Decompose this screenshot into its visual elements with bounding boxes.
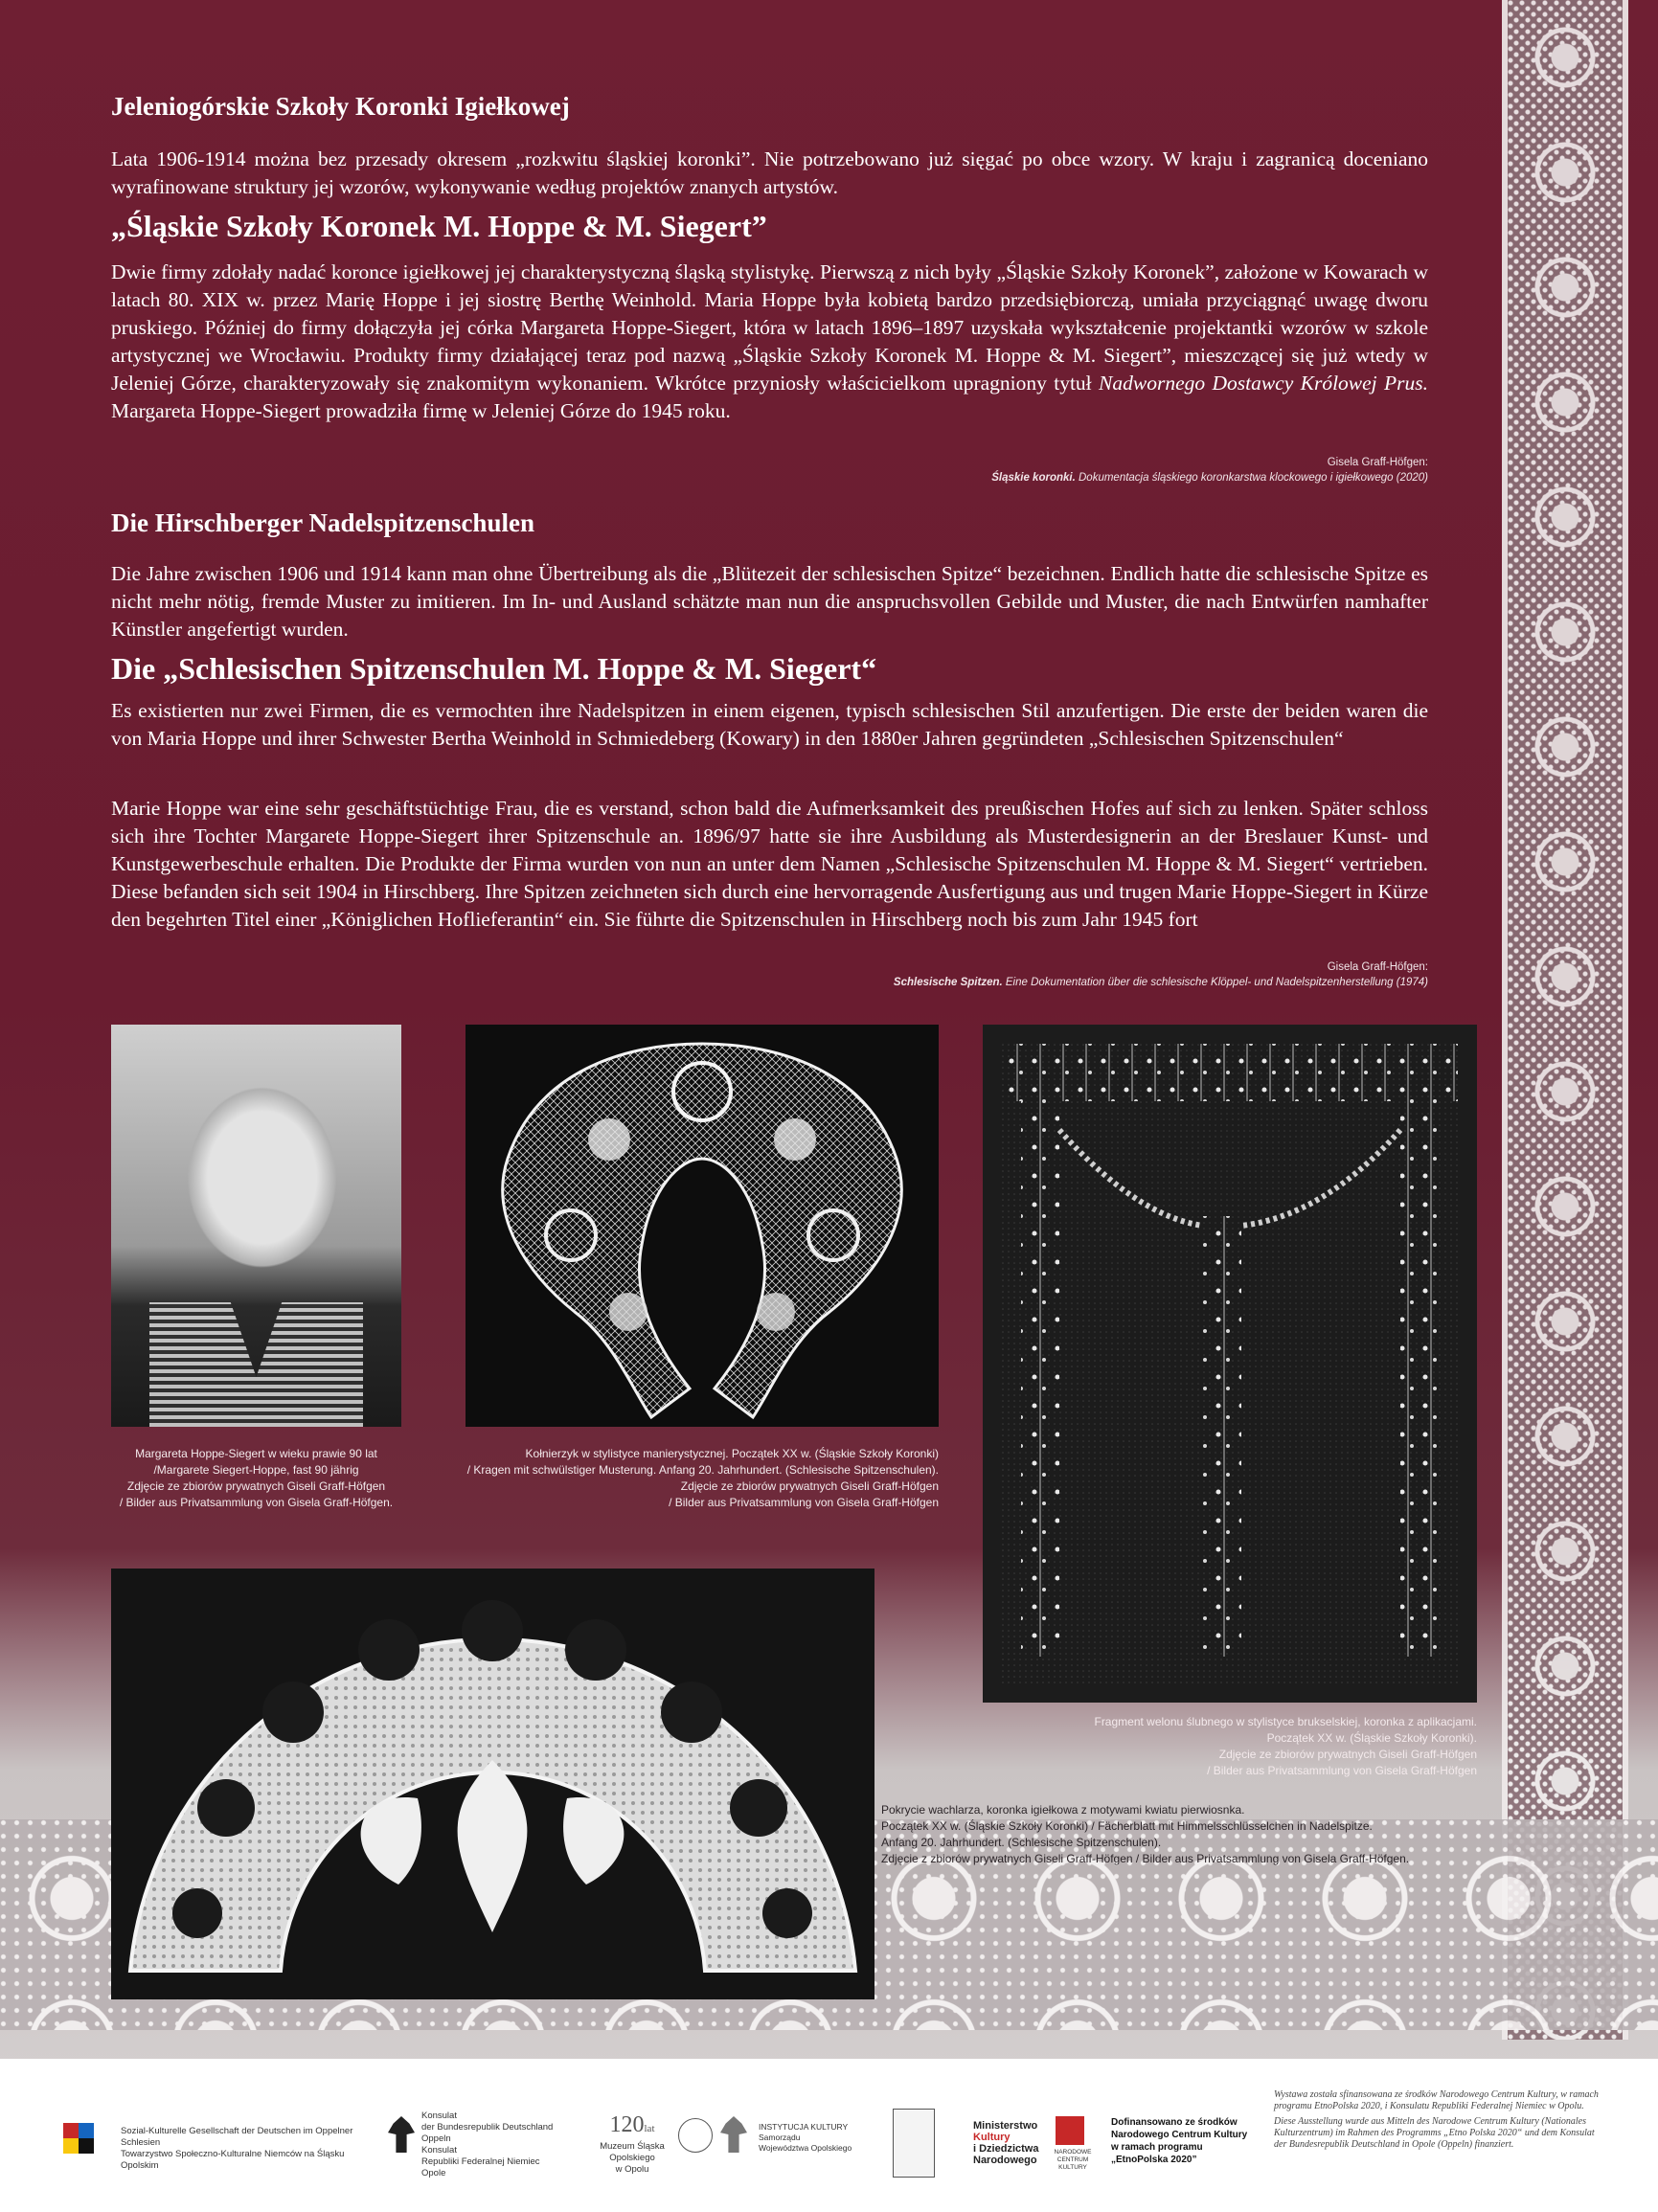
ministry-line: Ministerstwo	[973, 2120, 1038, 2132]
caption-collar	[446, 1446, 939, 1511]
ministry-line: Kultury	[973, 2132, 1011, 2143]
nck-line: NARODOWE	[1054, 2149, 1092, 2156]
org1-line: Sozial-Kulturelle Gesellschaft der Deutschen im Oppelner Schlesien	[121, 2126, 353, 2148]
fan-lace-photo	[111, 1569, 874, 1999]
caption-collar-line: Zdjęcie ze zbiorów prywatnych Giseli Graff-Höfgen	[680, 1479, 939, 1493]
konsulat-logo-text	[421, 2110, 575, 2179]
paragraph-pl-2-title: Nadwornego Dostawcy Królowej Prus.	[1099, 372, 1428, 395]
museum-years: 120	[609, 2112, 645, 2137]
paragraph-pl-2	[111, 259, 1428, 425]
museum-logo	[594, 2112, 670, 2176]
funding-text	[1111, 2116, 1264, 2166]
heading-pl-1: Jeleniogórskie Szkoły Koronki Igiełkowej	[111, 92, 570, 121]
source-de-title: Schlesische Spitzen.	[893, 977, 1003, 988]
nck-castle-icon	[1056, 2116, 1084, 2145]
heading-pl-2: „Śląskie Szkoły Koronek M. Hoppe & M. Siegert”	[111, 209, 767, 243]
source-pl-rest: Dokumentacja śląskiego koronkarstwa klockowego i igiełkowego (2020)	[1079, 472, 1428, 484]
caption-veil-line: / Bilder aus Privatsammlung von Gisela Graff-Höfgen	[1207, 1764, 1477, 1777]
konsulat-line: Oppeln	[421, 2133, 451, 2144]
konsulat-line: der Bundesrepublik Deutschland	[421, 2122, 554, 2133]
caption-veil	[983, 1714, 1477, 1779]
source-de-author: Gisela Graff-Höfgen:	[1327, 961, 1428, 973]
caption-veil-line: Początek XX w. (Śląskie Szkoły Koronki).	[1266, 1731, 1477, 1745]
lace-border-vertical	[1502, 0, 1628, 2040]
fund-line: „EtnoPolska 2020”	[1111, 2155, 1197, 2165]
museum-emblem-icon	[678, 2118, 713, 2153]
caption-veil-line: Fragment welonu ślubnego w stylistyce brukselskiej, koronka z aplikacjami.	[1094, 1715, 1477, 1728]
source-de-rest: Eine Dokumentation über die schlesische Klöppel- und Nadelspitzenherstellung (1974)	[1005, 977, 1428, 988]
source-pl	[991, 455, 1428, 485]
konsulat-line: Konsulat	[421, 2110, 457, 2121]
konsulat-line: Konsulat	[421, 2145, 457, 2156]
vdg-logo-red	[63, 2123, 79, 2138]
heading-de-1: Die Hirschberger Nadelspitzenschulen	[111, 508, 534, 537]
caption-collar-line: Kołnierzyk w stylistyce manierystycznej. Początek XX w. (Śląskie Szkoły Koronki)	[525, 1447, 939, 1460]
paragraph-de-2: Es existierten nur zwei Firmen, die es vermochten ihre Nadelspitzen in einem eigenen, typisch schlesischen Stil anzufertigen. Die erste der beiden waren die von Maria Hoppe und ihrer Schwester Bertha Weinhold in Schmiedeberg (Kowary) in den 1880er Jahren gegründeten „Schlesischen Spitzenschulen“	[111, 699, 1428, 750]
vdg-logo-black	[79, 2138, 94, 2154]
caption-fan	[881, 1802, 1494, 1867]
source-de	[894, 959, 1428, 990]
nck-logo-text	[1052, 2149, 1094, 2172]
caption-collar-line: / Bilder aus Privatsammlung von Gisela Graff-Höfgen	[669, 1496, 939, 1509]
caption-portrait-line: Zdjęcie ze zbiorów prywatnych Giseli Graff-Höfgen	[126, 1479, 386, 1493]
nck-line: KULTURY	[1058, 2164, 1087, 2171]
nck-line: CENTRUM	[1056, 2156, 1089, 2163]
inst-line: Samorządu	[759, 2133, 801, 2142]
vdg-logo-yellow	[63, 2138, 79, 2154]
text-column	[111, 0, 1428, 996]
fan-illustration	[111, 1569, 874, 1999]
checkered-collar	[149, 1302, 363, 1427]
konsulat-line: Opole	[421, 2168, 446, 2178]
fund-line: Dofinansowano ze środków	[1111, 2117, 1238, 2128]
veil-illustration	[983, 1025, 1477, 1703]
source-pl-author: Gisela Graff-Höfgen:	[1327, 457, 1428, 468]
ministry-logo	[973, 2120, 1050, 2166]
ministry-line: i Dziedzictwa	[973, 2143, 1039, 2155]
tskn-logo-text	[121, 2126, 370, 2172]
paragraph-de-3: Marie Hoppe war eine sehr geschäftstüchtige Frau, die es verstand, schon bald die Aufmerksamkeit des preußischen Hofes auf sich zu lenken. Später schloss sich ihre Tochter Margarete Hoppe-Siegert ihrer Spitzenschule an. 1896/97 hatte sie ihre Ausbildung als Musterdesignerin an der Breslauer Kunst- und Kunstgewerbeschule erhalten. Die Produkte der Firma wurden von nun an unter dem Namen „Schlesische Spitzenschulen M. Hoppe & M. Siegert“ vertrieben. Diese befanden sich seit 1904 in Hirschberg. Ihre Spitzen zeichneten sich durch eine hervorragende Ausfertigung aus und trugen Marie Hoppe-Siegert in Kürze den begehrten Titel einer „Königlichen Hoflieferantin“ ein. Sie führte die Spitzenschulen in Hirschberg noch bis zum Jahr 1945 fort	[111, 797, 1428, 931]
fund-line: w ramach programu	[1111, 2142, 1203, 2153]
caption-fan-line: Pokrycie wachlarza, koronka igiełkowa z motywami kwiatu pierwiosnka.	[881, 1803, 1245, 1817]
wedding-veil-photo	[983, 1025, 1477, 1703]
institution-text	[759, 2122, 874, 2154]
footnote-pl: Wystawa została sfinansowana ze środków Narodowego Centrum Kultury, w ramach programu EtnoPolska 2020, i Konsulatu Republiki Federalnej Niemiec w Opolu.	[1274, 2089, 1599, 2111]
funding-footnote	[1274, 2089, 1604, 2151]
lace-collar-photo	[466, 1025, 939, 1427]
heading-de-2: Die „Schlesischen Spitzenschulen M. Hoppe & M. Siegert“	[111, 651, 877, 686]
footnote-de: Diese Ausstellung wurde aus Mitteln des Narodowe Centrum Kultury (Nationales Kulturzentrum) im Rahmen des Programms „Etno Polska 2020“ und dem Konsulat der Bundesrepublik Deutschland in Opole (Oppeln) finanziert.	[1274, 2116, 1595, 2150]
vdg-logo-blue	[79, 2123, 94, 2138]
caption-veil-line: Zdjęcie ze zbiorów prywatnych Giseli Graff-Höfgen	[1218, 1748, 1477, 1761]
museum-city: w Opolu	[615, 2164, 649, 2175]
caption-fan-line: Anfang 20. Jahrhundert. (Schlesische Spitzenschulen).	[881, 1836, 1162, 1849]
museum-years-suffix: lat	[644, 2123, 655, 2134]
caption-fan-line: Początek XX w. (Śląskie Szkoły Koronki) / Fächerblatt mit Himmelsschlüsselchen in Nadelspitze.	[881, 1819, 1373, 1833]
caption-fan-line: Zdjęcie z zbiorów prywatnych Giseli Graff-Höfgen / Bilder aus Privatsammlung von Gisela Graff-Höfgen.	[881, 1852, 1410, 1865]
lace-collar-illustration	[466, 1025, 939, 1427]
portrait-photo	[111, 1025, 401, 1427]
inst-line: INSTYTUCJA KULTURY	[759, 2122, 849, 2132]
konsulat-line: Republiki Federalnej Niemiec	[421, 2156, 540, 2167]
org1-line: Towarzystwo Społeczno-Kulturalne Niemców na Śląsku Opolskim	[121, 2149, 345, 2171]
caption-portrait-line: Margareta Hoppe-Siegert w wieku prawie 90 lat	[135, 1447, 377, 1460]
caption-portrait-line: / Bilder aus Privatsammlung von Gisela Graff-Höfgen.	[119, 1496, 394, 1509]
paragraph-de-1: Die Jahre zwischen 1906 und 1914 kann man ohne Übertreibung als die „Blütezeit der schlesischen Spitze“ bezeichnen. Endlich hatte die schlesische Spitze es nicht mehr nötig, fremde Muster zu imitieren. Im In- und Ausland schätzte man nun die anspruchsvollen Gebilde und Muster, die nach Entwürfen namhafter Künstler angefertigt wurden.	[111, 562, 1428, 641]
paragraph-pl-2-part-b: Margareta Hoppe-Siegert prowadziła firmę w Jeleniej Górze do 1945 roku.	[111, 399, 731, 422]
paragraph-pl-2-part-a: Dwie firmy zdołały nadać koronce igiełkowej jej charakterystyczną śląską stylistykę. Pierwszą z nich były „Śląskie Szkoły Koronek”, założone w Kowarach w latach 80. XIX w. przez Marię Hoppe i jej siostrę Berthę Weinhold. Maria Hoppe była kobietą bardzo przedsiębiorczą, umiała przyciągnąć uwagę dworu pruskiego. Później do firmy dołączyła jej córka Margareta Hoppe-Siegert, która w latach 1896–1897 uzyskała wykształcenie projektantki wzorów w szkole artystycznej we Wrocławiu. Produkty firmy działającej teraz pod nazwą „Śląskie Szkoły Koronek M. Hoppe & M. Siegert”, mieszczącej się już wtedy w Jeleniej Górze, charakteryzowały się znakomitym wykonaniem. Wkrótce przyniosły właścicielkom upragniony tytuł	[111, 260, 1428, 395]
museum-name: Muzeum Śląska Opolskiego	[600, 2141, 665, 2163]
caption-portrait	[111, 1446, 401, 1511]
source-pl-title: Śląskie koronki.	[991, 472, 1076, 484]
klocki-logo-icon	[893, 2109, 935, 2178]
ministry-line: Narodowego	[973, 2155, 1037, 2166]
fund-line: Narodowego Centrum Kultury	[1111, 2130, 1248, 2140]
paragraph-pl-1: Lata 1906-1914 można bez przesady okresem „rozkwitu śląskiej koronki”. Nie potrzebowano już sięgać po obce wzory. W kraju i zagranicą doceniano wyrafinowane struktury jej wzorów, wykonywanie według projektów znanych artystów.	[111, 147, 1428, 198]
inst-line: Województwa Opolskiego	[759, 2143, 852, 2153]
caption-portrait-line: /Margarete Siegert-Hoppe, fast 90 jährig	[153, 1463, 359, 1477]
caption-collar-line: / Kragen mit schwülstiger Musterung. Anfang 20. Jahrhundert. (Schlesische Spitzenschulen).	[466, 1463, 939, 1477]
